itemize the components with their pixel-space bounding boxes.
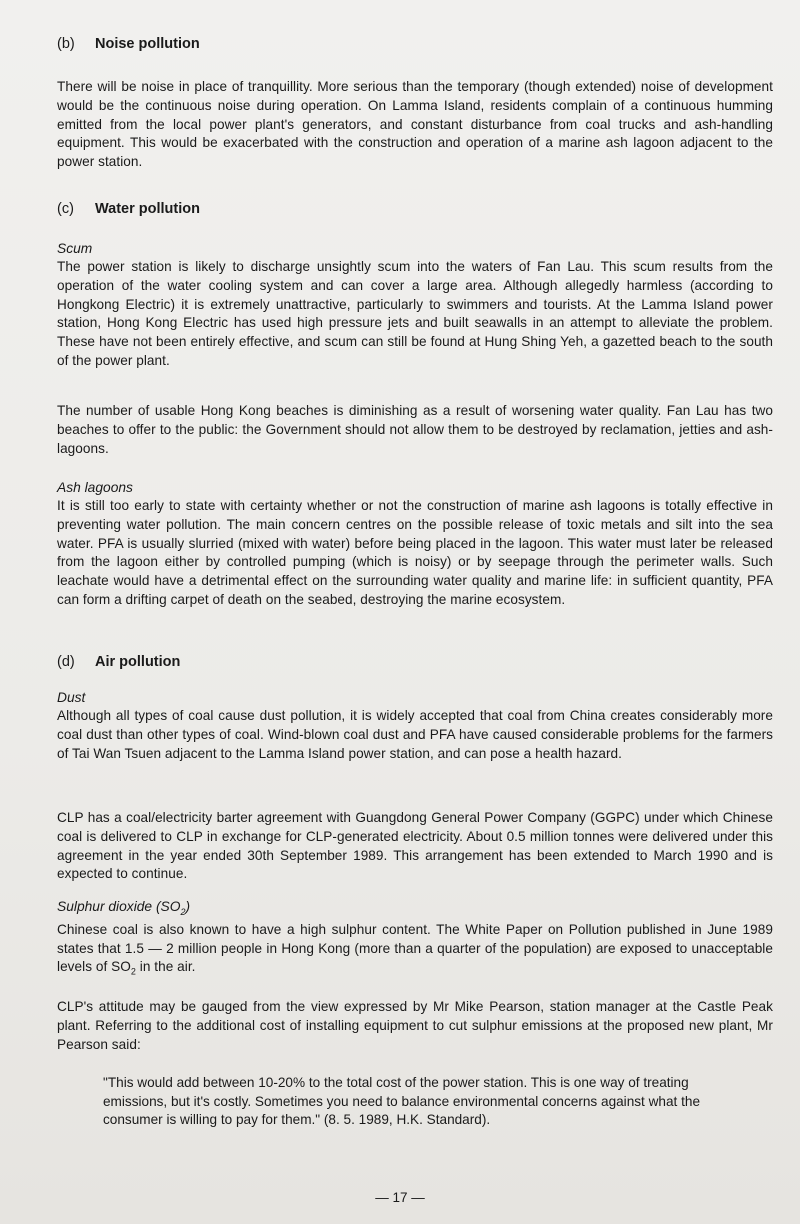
section-number: (c) bbox=[57, 201, 74, 217]
section-air bbox=[57, 653, 773, 671]
section-number: (b) bbox=[57, 36, 75, 52]
section-heading bbox=[57, 200, 773, 218]
section-title: Air pollution bbox=[95, 654, 181, 670]
scum-block bbox=[57, 240, 773, 371]
section-heading bbox=[57, 653, 773, 671]
section-number: (d) bbox=[57, 654, 75, 670]
section-heading bbox=[57, 35, 773, 53]
pearson-quote: "This would add between 10-20% to the total cost of the power station. This is one way of treating emissions, but it's costly. Sometimes you need to balance environmental concerns against what the consumer is willing to pay for them." (8. 5. 1989, H.K. Standard). bbox=[103, 1075, 701, 1128]
dust-paragraph: Although all types of coal cause dust pollution, it is widely accepted that coal from China creates considerably more coal dust than other types of coal. Wind-blown coal dust and PFA have caused considerable problems for the farmers of Tai Wan Tsuen adjacent to the Lamma Island power station, and can pose a health hazard. bbox=[57, 708, 773, 761]
scum-paragraph: The power station is likely to discharge unsightly scum into the waters of Fan Lau. This scum results from the operation of the water cooling system and can cover a large area. Although allegedly harmless (according to Hongkong Electric) it is extremely unattractive, particularly to swimmers and tourists. At the Lamma Island power station, Hong Kong Electric has used high pressure jets and built seawalls in an attempt to alleviate the problem. These have not been entirely effective, and scum can still be found at Hung Shing Yeh, a gazetted beach to the south of the power plant. bbox=[57, 259, 773, 368]
dust-block bbox=[57, 689, 773, 763]
clp-attitude-paragraph: CLP's attitude may be gauged from the view expressed by Mr Mike Pearson, station manager at the Castle Peak plant. Referring to the additional cost of installing equipment to cut sulphur emissions at the proposed new plant, Mr Pearson said: bbox=[57, 999, 773, 1052]
page-number: — 17 — bbox=[375, 1190, 425, 1205]
section-title: Water pollution bbox=[95, 201, 200, 217]
sulphur-block bbox=[57, 898, 773, 982]
ash-lagoons-block bbox=[57, 479, 773, 610]
attitude-block bbox=[57, 998, 773, 1054]
subheading-dust: Dust bbox=[57, 690, 86, 705]
clp-block bbox=[57, 809, 773, 884]
section-title: Noise pollution bbox=[95, 36, 200, 52]
subheading-scum: Scum bbox=[57, 241, 93, 256]
section-water bbox=[57, 200, 773, 218]
beaches-paragraph: The number of usable Hong Kong beaches is diminishing as a result of worsening water quality. Fan Lau has two beaches to offer to the public: the Government should not allow them to be destroyed by reclamation, jetties and ash-lagoons. bbox=[57, 403, 773, 456]
subheading-ash-lagoons: Ash lagoons bbox=[57, 480, 133, 495]
noise-paragraph-block bbox=[57, 78, 773, 172]
ash-lagoons-paragraph: It is still too early to state with certainty whether or not the construction of marine ash lagoons is totally effective in preventing water pollution. The main concern centres on the possible release of toxic metals and silt into the sea water. PFA is usually slurried (mixed with water) before being placed in the lagoon. This water must later be released from the lagoon either by controlled pumping (which is noisy) or by seepage through the perimeter walls. Such leachate would have a detrimental effect on the surrounding water quality and marine life: in sufficient quantity, PFA can form a drifting carpet of death on the seabed, destroying the marine ecosystem. bbox=[57, 498, 773, 607]
section-noise bbox=[57, 35, 773, 53]
subheading-sulphur-dioxide: Sulphur dioxide $(SO_2)$ bbox=[57, 899, 191, 917]
sulphur-paragraph: Chinese coal is also known to have a high sulphur content. The White Paper on Pollution published in June 1989 states that 1.5 — 2 million people in Hong Kong (more than a quarter of the population) are exposed to unacceptable levels of $SO_2$ in the air. bbox=[57, 921, 773, 978]
noise-paragraph: There will be noise in place of tranquillity. More serious than the temporary (though extended) noise of development would be the continuous noise during operation. On Lamma Island, residents complain of a continuous humming emitted from the local power plant's generators, and constant disturbance from coal trucks and ash-handling equipment. This would be exacerbated with the construction and operation of a marine ash lagoon adjacent to the power station. bbox=[57, 79, 773, 170]
clp-agreement-paragraph: CLP has a coal/electricity barter agreement with Guangdong General Power Company (GGPC) under which Chinese coal is delivered to CLP in exchange for CLP-generated electricity. About 0.5 million tonnes were delivered under this agreement in the year ended 30th September 1989. This arrangement has been extended to March 1990 and is expected to continue. bbox=[57, 810, 773, 882]
beaches-block bbox=[57, 402, 773, 458]
